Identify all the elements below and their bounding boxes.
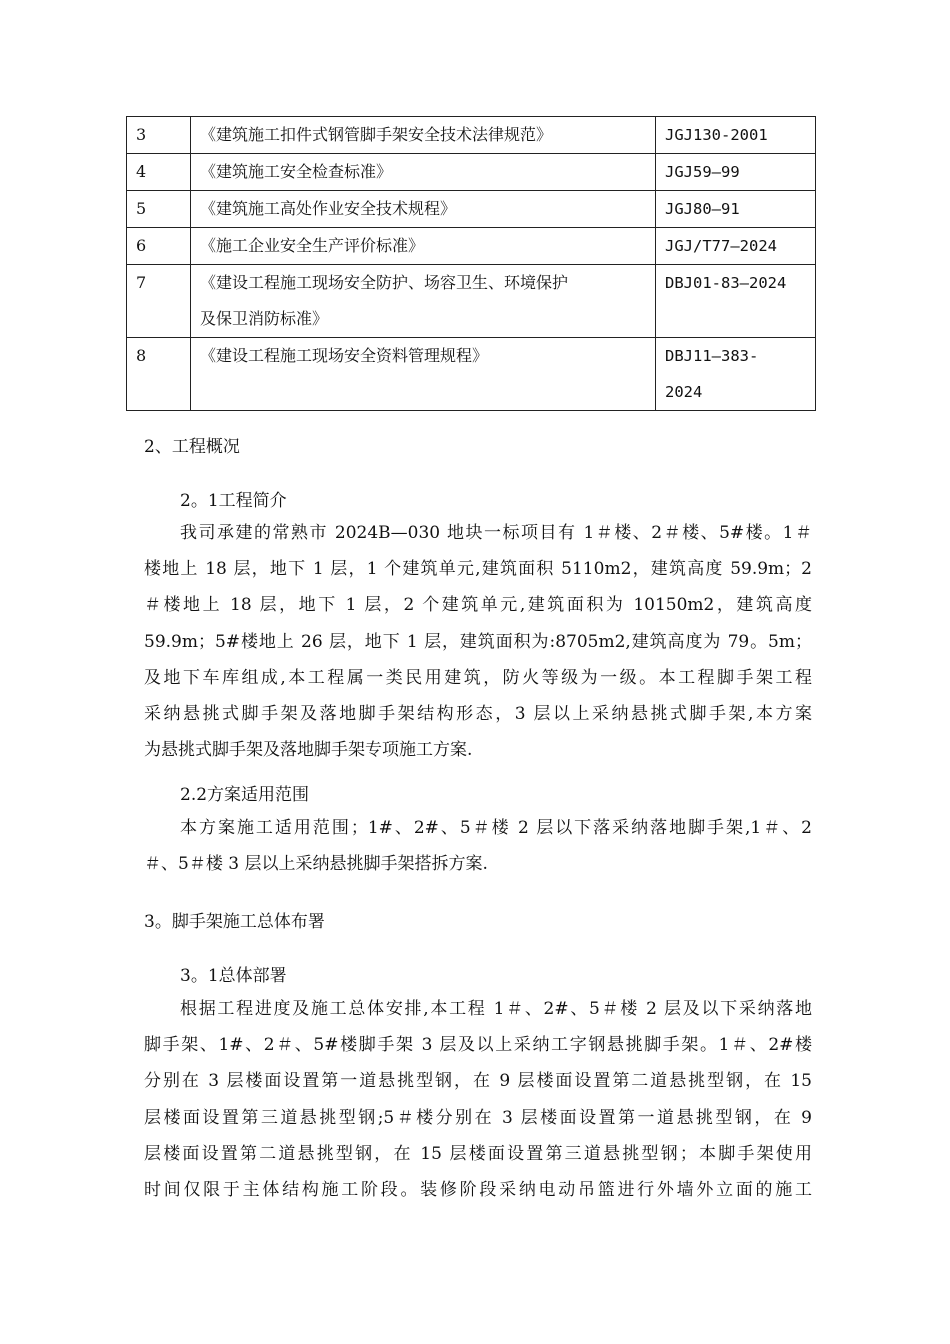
paragraph-line: 采纳悬挑式脚手架及落地脚手架结构形态，3 层以上采纳悬挑式脚手架,本方案 [144, 703, 812, 724]
standard-name-line: 及保卫消防标准》 [200, 309, 329, 328]
paragraph-line: ＃、5＃楼 3 层以上采纳悬挑脚手架搭拆方案. [144, 854, 488, 875]
row-number: 7 [127, 265, 191, 338]
paragraph-line: 及地下车库组成,本工程属一类民用建筑，防火等级为一级。本工程脚手架工程 [144, 667, 812, 688]
standard-code: JGJ59—99 [656, 154, 816, 191]
standard-name-line: 《建设工程施工现场安全防护、场容卫生、环境保护 [200, 273, 569, 292]
paragraph-line: 为悬挑式脚手架及落地脚手架专项施工方案. [144, 740, 473, 761]
row-number: 8 [127, 338, 191, 411]
table-row [127, 228, 816, 265]
standard-code-line: DBJ11—383- [665, 347, 759, 365]
paragraph-line: 分别在 3 层楼面设置第一道悬挑型钢，在 9 层楼面设置第二道悬挑型钢，在 15 [144, 1071, 813, 1092]
section-heading-3: 3。脚手架施工总体布署 [144, 912, 325, 932]
standard-code: JGJ130-2001 [656, 117, 816, 154]
paragraph-line: 时间仅限于主体结构施工阶段。装修阶段采纳电动吊篮进行外墙外立面的施工 [144, 1179, 812, 1200]
subsection-heading-2-2: 2.2方案适用范围 [180, 785, 310, 805]
subsection-heading-3-1: 3。1总体部署 [180, 966, 287, 986]
standard-name: 《建筑施工安全检查标准》 [191, 154, 656, 191]
paragraph-line: 59.9m；5#楼地上 26 层，地下 1 层，建筑面积为:8705m2,建筑高度为 79。5m； [144, 631, 812, 652]
table-row [127, 265, 816, 338]
standard-code: DBJ01-83—2024 [656, 265, 816, 338]
standard-name: 《建筑施工扣件式钢管脚手架安全技术法律规范》 [191, 117, 656, 154]
paragraph-overall-deployment [144, 991, 812, 1208]
table-row [127, 154, 816, 191]
table-row [127, 338, 816, 411]
paragraph-scope [144, 810, 812, 882]
section-heading-2: 2、工程概况 [144, 437, 240, 457]
standard-code-line: 2024 [665, 383, 703, 401]
standard-name: 《建筑施工高处作业安全技术规程》 [191, 191, 656, 228]
subsection-heading-2-1: 2。1工程简介 [180, 491, 287, 511]
paragraph-line: 我司承建的常熟市 2024B—030 地块一标项目有 1＃楼、2＃楼、5#楼。1＃ [180, 523, 812, 543]
standards-table [126, 116, 816, 411]
paragraph-line: 层楼面设置第二道悬挑型钢，在 15 层楼面设置第三道悬挑型钢；本脚手架使用 [144, 1143, 812, 1164]
standard-name [191, 265, 656, 338]
row-number: 6 [127, 228, 191, 265]
paragraph-project-intro [144, 515, 812, 768]
standard-code [656, 338, 816, 411]
standard-name: 《施工企业安全生产评价标准》 [191, 228, 656, 265]
standard-code: JGJ80—91 [656, 191, 816, 228]
table-row [127, 117, 816, 154]
paragraph-line: 脚手架、1#、2＃、5#楼脚手架 3 层及以上采纳工字钢悬挑脚手架。1＃、2#楼 [144, 1035, 812, 1056]
row-number: 5 [127, 191, 191, 228]
paragraph-line: 本方案施工适用范围；1#、2#、5＃楼 2 层以下落采纳落地脚手架,1＃、2 [180, 818, 812, 838]
paragraph-line: ＃楼地上 18 层，地下 1 层，2 个建筑单元,建筑面积为 10150m2，建筑高度 [144, 595, 812, 616]
row-number: 3 [127, 117, 191, 154]
paragraph-line: 层楼面设置第三道悬挑型钢;5＃楼分别在 3 层楼面设置第一道悬挑型钢，在 9 [144, 1107, 812, 1128]
standard-name: 《建设工程施工现场安全资料管理规程》 [191, 338, 656, 411]
table-row [127, 191, 816, 228]
paragraph-line: 根据工程进度及施工总体安排,本工程 1＃、2#、5＃楼 2 层及以下采纳落地 [180, 999, 812, 1019]
standard-code: JGJ/T77—2024 [656, 228, 816, 265]
row-number: 4 [127, 154, 191, 191]
paragraph-line: 楼地上 18 层，地下 1 层，1 个建筑单元,建筑面积 5110m2，建筑高度 59.9m；2 [144, 559, 812, 580]
